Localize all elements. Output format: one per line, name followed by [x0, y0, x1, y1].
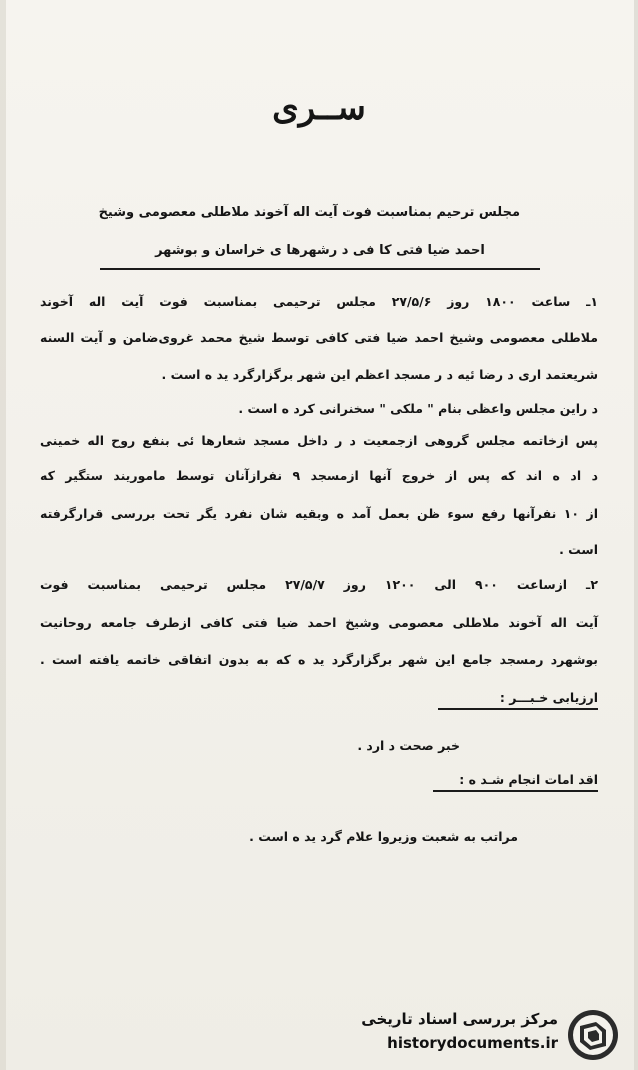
actions-heading: اقد امات انجام شـد ه :	[459, 772, 598, 787]
scan-edge-left	[0, 0, 6, 1070]
body-line: بوشهرد رمسجد جامع این شهر برگزارگرد ید ه که به بدون اتفاقی خاتمه یافته است .	[40, 652, 598, 667]
body-line: د راین مجلس واعظی بنام " ملکی " سخنرانی کرد ه است .	[238, 401, 598, 416]
assessment-heading: ارزیابی خـبـــر :	[499, 690, 598, 705]
actions-underline	[433, 790, 598, 792]
assessment-text: خبر صحت د ارد .	[357, 738, 460, 753]
body-line: شریعتمد اری د رضا ئیه د ر مسجد اعظم این شهر برگزارگرد ید ه است .	[161, 367, 598, 382]
body-line: ۱ـ ساعت ۱۸۰۰ روز ۲۷/۵/۶ مجلس ترحیمی بمناسبت فوت آیت اله آخوند	[40, 294, 599, 309]
body-line: ملاطلی معصومی وشیخ احمد ضیا فتی کافی توسط شیخ محمد غروی‌ضامن و آیت السنه	[40, 330, 598, 345]
body-line: پس ازخاتمه مجلس گروهی ازجمعیت د ر داخل مسجد شعارها ئی بنفع روح اله خمینی	[40, 433, 598, 448]
body-line: از ۱۰ نفرآنها رفع سوء ظن بعمل آمد ه وبقیه شان نفرد یگر تحت بررسی قرارگرفته	[40, 506, 598, 521]
closing-line: مراتب به شعبت وزیروا علام گرد ید ه است .	[249, 829, 518, 844]
assessment-underline	[438, 708, 598, 710]
watermark-footer	[350, 1004, 630, 1066]
archive-website: historydocuments.ir	[387, 1034, 558, 1052]
subject-underline	[100, 268, 540, 270]
archive-center-name: مرکز بررسی اسناد تاریخی	[361, 1010, 558, 1028]
classification-title: ســری	[272, 88, 366, 128]
scan-edge-right	[634, 0, 638, 1070]
body-line: است .	[559, 542, 598, 557]
body-line: آیت اله آخوند ملاطلی معصومی وشیخ احمد ضیا فتی کافی ازطرف جامعه روحانیت	[40, 615, 598, 630]
body-line: ۲ـ ازساعت ۹۰۰ الی ۱۲۰۰ روز ۲۷/۵/۷ مجلس ترحیمی بمناسبت فوت	[40, 577, 598, 592]
book-archive-logo-icon	[566, 1008, 620, 1062]
body-line: د اد ه اند که پس از خروج آنها ازمسجد ۹ نفرازآنان توسط ماموریند ستگیر که	[40, 468, 598, 483]
subject-line-2: احمد ضیا فتی کا فی د رشهرها ی خراسان و بوشهر	[155, 243, 485, 258]
subject-line-1: مجلس ترحیم بمناسبت فوت آیت اله آخوند ملاطلی معصومی وشیخ	[98, 205, 520, 220]
